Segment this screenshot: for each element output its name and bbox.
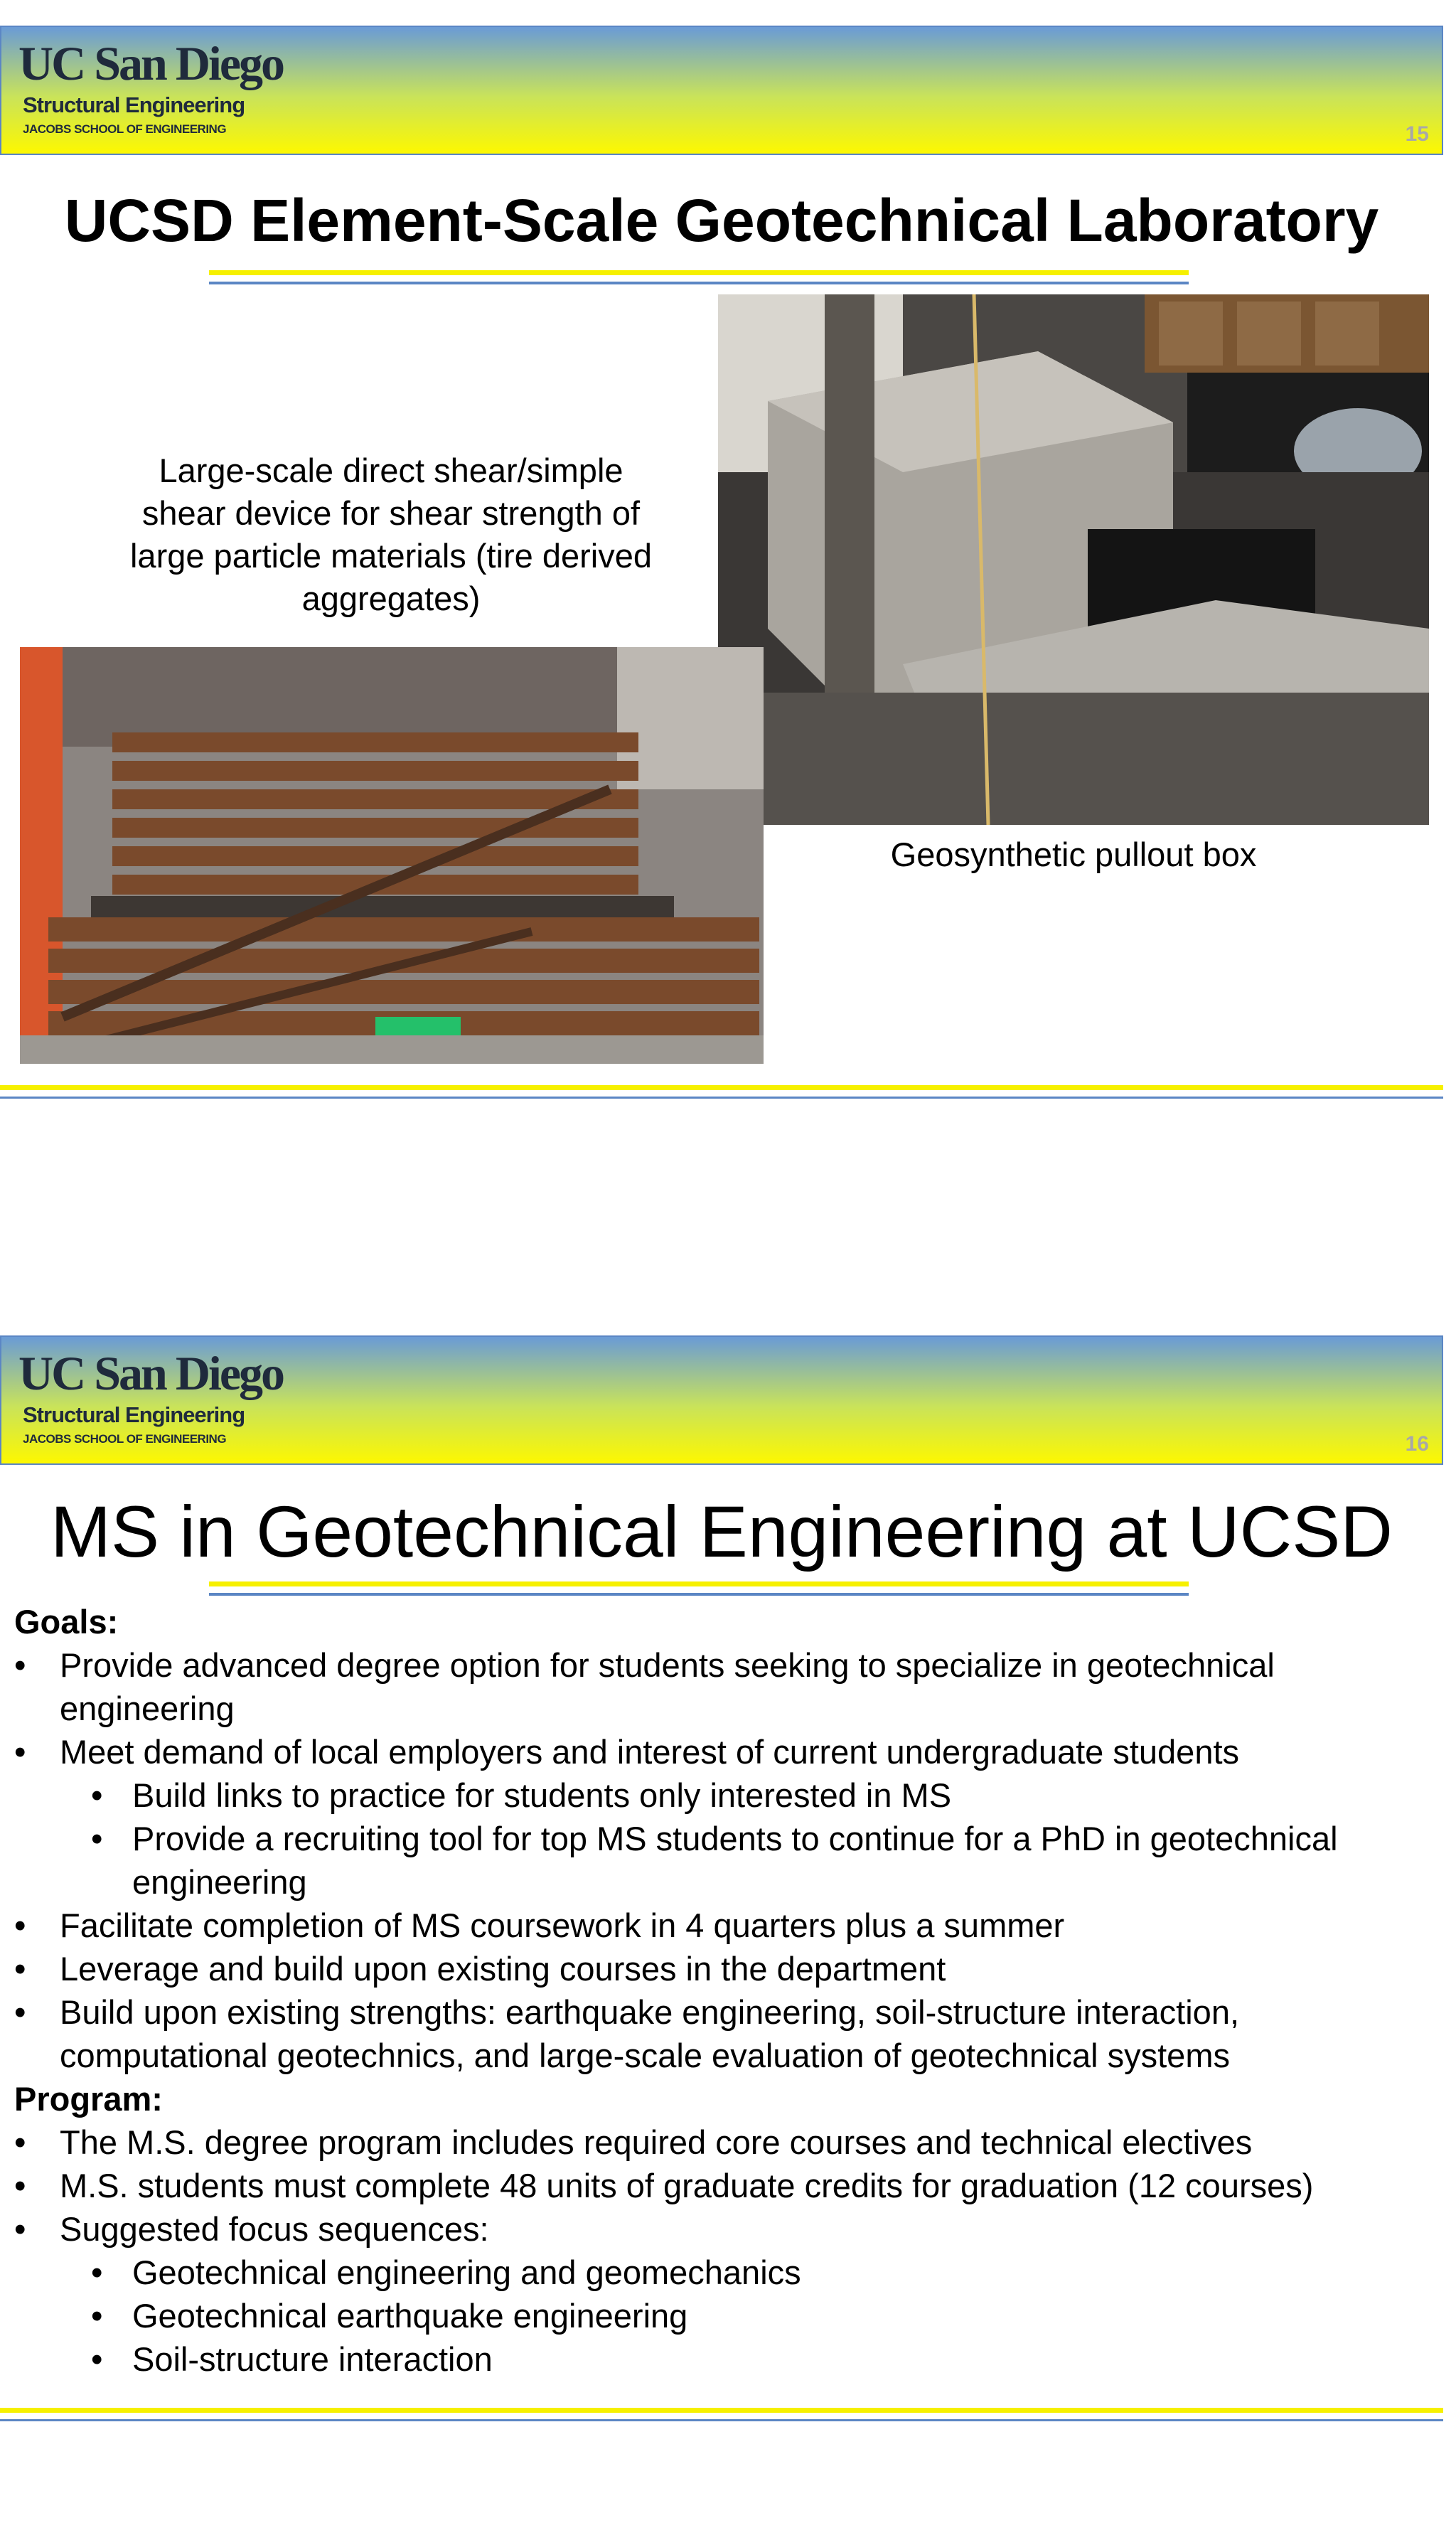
caption-pullout-box: Geosynthetic pullout box: [890, 836, 1257, 873]
slide-16-body: [14, 1600, 1436, 2381]
bullet-icon: •: [91, 2297, 103, 2335]
title-underline-yellow: [209, 270, 1189, 275]
list-item: • Geotechnical engineering and geomechanics: [14, 2251, 1436, 2294]
bullet-icon: •: [14, 1993, 26, 2031]
bullet-icon: •: [14, 1733, 26, 1771]
title-underline-blue: [209, 282, 1189, 284]
list-item: • Soil-structure interaction: [14, 2337, 1436, 2381]
list-item: • M.S. students must complete 48 units of graduate credits for graduation (12 courses): [14, 2164, 1436, 2207]
list-item: • The M.S. degree program includes required core courses and technical electives: [14, 2121, 1436, 2164]
title-underline-yellow: [209, 1581, 1189, 1586]
bullet-icon: •: [91, 1820, 103, 1857]
list-item: • Meet demand of local employers and interest of current undergraduate students: [14, 1730, 1436, 1773]
bullet-icon: •: [91, 1776, 103, 1814]
footer-rule-yellow: [0, 2408, 1443, 2413]
slide-number: 16: [1405, 1432, 1429, 1456]
program-heading: Program:: [14, 2080, 163, 2118]
list-item: • Provide a recruiting tool for top MS students to continue for a PhD in geotechnical engineering: [14, 1817, 1436, 1904]
list-item: • Build links to practice for students only interested in MS: [14, 1773, 1436, 1817]
slide-title: MS in Geotechnical Engineering at UCSD: [50, 1491, 1393, 1572]
shear-device-photo: [20, 647, 764, 1064]
slide-number: 15: [1405, 122, 1429, 146]
shear-device-illustration: [20, 647, 764, 1064]
slide-15: [0, 0, 1456, 1116]
pullout-box-illustration: [718, 294, 1429, 825]
footer-rule-blue: [0, 2419, 1443, 2421]
slide-header: [0, 1335, 1443, 1465]
list-item: • Geotechnical earthquake engineering: [14, 2294, 1436, 2337]
logo-subtitle: Structural Engineering: [23, 1402, 245, 1427]
slide-title: UCSD Element-Scale Geotechnical Laboratory: [64, 187, 1379, 254]
logo-school: JACOBS SCHOOL OF ENGINEERING: [23, 1432, 227, 1446]
bullet-icon: •: [14, 2210, 26, 2248]
list-item: • Provide advanced degree option for students seeking to specialize in geotechnical engineering: [14, 1643, 1436, 1730]
goals-heading: Goals:: [14, 1603, 119, 1641]
footer-rule-yellow: [0, 1085, 1443, 1090]
bullet-icon: •: [91, 2340, 103, 2378]
footer-rule-blue: [0, 1097, 1443, 1099]
title-underline-blue: [209, 1593, 1189, 1596]
bullet-icon: •: [14, 2123, 26, 2161]
slide-header: [0, 26, 1443, 155]
bullet-icon: •: [14, 1906, 26, 1944]
bullet-icon: •: [91, 2253, 103, 2291]
bullet-icon: •: [14, 1646, 26, 1684]
logo-school: JACOBS SCHOOL OF ENGINEERING: [23, 122, 227, 136]
bullet-icon: •: [14, 1950, 26, 1988]
uc-san-diego-logo: UC San Diego: [18, 1346, 284, 1400]
bullet-icon: •: [14, 2167, 26, 2204]
list-item: • Build upon existing strengths: earthquake engineering, soil-structure interaction, computational geotechnics, and large-scale evaluation of geotechnical systems: [14, 1990, 1436, 2077]
caption-shear-device: Large-scale direct shear/simple shear device for shear strength of large particle materials (tire derived aggregates): [129, 452, 652, 617]
list-item: • Suggested focus sequences:: [14, 2207, 1436, 2251]
uc-san-diego-logo: UC San Diego: [18, 36, 284, 90]
list-item: • Facilitate completion of MS coursework in 4 quarters plus a summer: [14, 1904, 1436, 1947]
pullout-box-photo: [718, 294, 1429, 825]
list-item: • Leverage and build upon existing courses in the department: [14, 1947, 1436, 1990]
logo-subtitle: Structural Engineering: [23, 92, 245, 117]
